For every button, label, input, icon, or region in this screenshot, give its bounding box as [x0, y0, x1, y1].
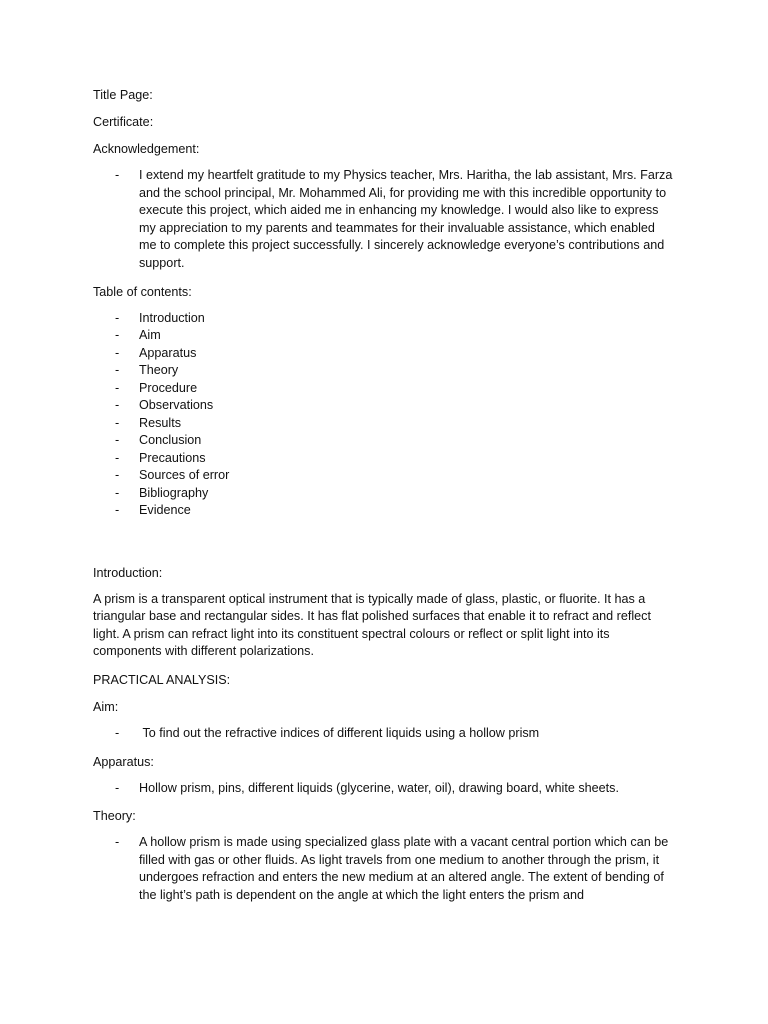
aim-list	[93, 725, 675, 743]
certificate-heading: Certificate:	[93, 115, 154, 129]
toc-item-label: Evidence	[139, 503, 191, 518]
apparatus-heading: Apparatus:	[93, 754, 154, 769]
theory-item	[93, 834, 675, 904]
aim-text: To find out the refractive indices of different liquids using a hollow prism	[139, 725, 540, 740]
toc-item-label: Observations	[139, 398, 214, 413]
dash-bullet: -	[115, 380, 120, 395]
toc-item-apparatus	[93, 345, 675, 363]
toc-heading: Table of contents:	[93, 284, 192, 299]
toc-item-label: Results	[139, 415, 181, 430]
acknowledgement-item	[93, 167, 675, 273]
toc-item-label: Conclusion	[139, 433, 202, 448]
blank-gap	[93, 530, 675, 564]
toc-item-results	[93, 415, 675, 433]
apparatus-list	[93, 780, 675, 798]
document-page	[93, 86, 675, 915]
toc-item-sources-of-error	[93, 467, 675, 485]
toc-list	[93, 310, 675, 520]
dash-bullet: -	[115, 503, 120, 518]
theory-text: A hollow prism is made using specialized glass plate with a vacant central portion which can be filled with gas or other fluids. As light travels from one medium to another through the prism, it undergoes refraction and enters the new medium at an altered angle. The extent of bending of the light’s path is dependent on the angle at which the light enters the prism and	[139, 835, 669, 902]
dash-bullet: -	[115, 398, 120, 413]
toc-item-label: Precautions	[139, 450, 206, 465]
apparatus-text: Hollow prism, pins, different liquids (glycerine, water, oil), drawing board, white sheets.	[139, 780, 619, 795]
toc-item-theory	[93, 362, 675, 380]
toc-item-precautions	[93, 450, 675, 468]
dash-bullet: -	[115, 363, 120, 378]
title-page-heading: Title Page:	[93, 88, 153, 102]
toc-item-label: Theory	[139, 363, 179, 378]
acknowledgement-heading: Acknowledgement:	[93, 142, 200, 156]
toc-item-bibliography	[93, 485, 675, 503]
acknowledgement-text: I extend my heartfelt gratitude to my Physics teacher, Mrs. Haritha, the lab assistant, Mrs. Farza and the school principal, Mr. Mohammed Ali, for providing me with this incredible opportunity to execute this project, which aided me in enhancing my knowledge. I would also like to express my appreciation to my parents and teammates for their invaluable assistance, which enabled me to complete this project successfully. I sincerely acknowledge everyone’s contributions and support.	[139, 168, 673, 270]
acknowledgement-list	[93, 167, 675, 273]
dash-bullet: -	[115, 725, 120, 740]
toc-item-evidence	[93, 502, 675, 520]
toc-item-aim	[93, 327, 675, 345]
theory-heading: Theory:	[93, 809, 136, 824]
toc-item-conclusion	[93, 432, 675, 450]
toc-item-label: Procedure	[139, 380, 198, 395]
apparatus-item	[93, 780, 675, 798]
theory-list	[93, 834, 675, 904]
aim-heading: Aim:	[93, 699, 119, 714]
introduction-paragraph: A prism is a transparent optical instrument that is typically made of glass, plastic, or fluorite. It has a triangular base and rectangular sides. It has flat polished surfaces that enable it to refract and reflect light. A prism can refract light into its constituent spectral colours or reflect or split light into its components with different polarizations.	[93, 591, 651, 659]
aim-item	[93, 725, 675, 743]
toc-item-label: Sources of error	[139, 468, 230, 483]
dash-bullet: -	[115, 835, 120, 850]
toc-item-label: Apparatus	[139, 345, 197, 360]
toc-item-label: Bibliography	[139, 485, 209, 500]
toc-item-label: Aim	[139, 328, 161, 343]
dash-bullet: -	[115, 780, 120, 795]
dash-bullet: -	[115, 168, 120, 182]
dash-bullet: -	[115, 468, 120, 483]
toc-item-introduction	[93, 310, 675, 328]
toc-item-label: Introduction	[139, 310, 205, 325]
toc-item-observations	[93, 397, 675, 415]
dash-bullet: -	[115, 485, 120, 500]
dash-bullet: -	[115, 415, 120, 430]
dash-bullet: -	[115, 433, 120, 448]
dash-bullet: -	[115, 450, 120, 465]
dash-bullet: -	[115, 328, 120, 343]
introduction-heading: Introduction:	[93, 565, 163, 580]
practical-analysis-heading: PRACTICAL ANALYSIS:	[93, 672, 231, 687]
dash-bullet: -	[115, 310, 120, 325]
toc-item-procedure	[93, 380, 675, 398]
dash-bullet: -	[115, 345, 120, 360]
